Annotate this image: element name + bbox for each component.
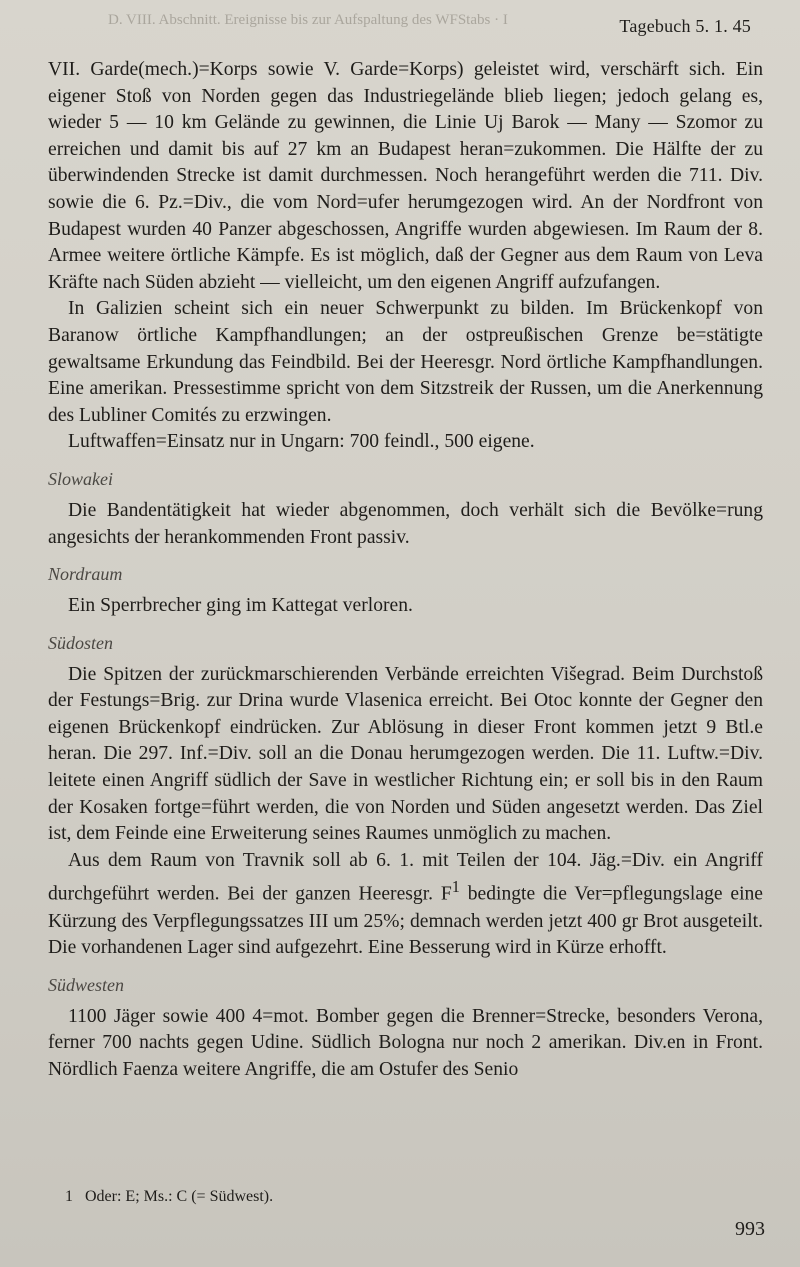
footnote-text: Oder: E; Ms.: C (= Südwest). <box>85 1188 274 1205</box>
footnote-number: 1 <box>65 1188 73 1205</box>
paragraph: VII. Garde(mech.)=Korps sowie V. Garde=Korps) geleistet wird, verschärft sich. Ein eigener Stoß von Norden gegen das Industriegelände blieb liegen; jedoch gelang es, wieder 5 — 10 km Gelände zu gewinnen, die Linie Uj Barok — Many — Szomor zu erreichen und damit bis auf 27 km an Budapest heran=zukommen. Die Hälfte der zu überwindenden Strecke ist damit durchmessen. Noch herangeführt werden die 711. Div. sowie die 6. Pz.=Div., die vom Nord=ufer herumgezogen wird. An der Nordfront von Budapest wurden 40 Panzer abgeschossen, Angriffe wurden abgewiesen. Im Raum der 8. Armee weitere örtliche Kämpfe. Es ist möglich, daß der Gegner aus dem Raum von Leva Kräfte nach Süden abzieht — vielleicht, um den eigenen Angriff aufzufangen. <box>48 59 763 293</box>
bleed-through-header: D. VIII. Abschnitt. Ereignisse bis zur Aufspaltung des WFStabs · I <box>108 12 508 28</box>
main-text <box>48 57 763 1084</box>
page-header <box>0 12 800 38</box>
paragraph: Ein Sperrbrecher ging im Kattegat verloren. <box>68 595 413 617</box>
paragraph: Die Spitzen der zurückmarschierenden Verbände erreichten Višegrad. Beim Durchstoß der Festungs=Brig. zur Drina wurde Vlasenica erreicht. Bei Otoc konnte der Gegner den eigenen Brückenkopf eindrücken. Zur Ablösung in dieser Front kommen jetzt 9 Btl.e heran. Die 297. Inf.=Div. soll an die Donau herumgezogen werden. Die 11. Luftw.=Div. leitete einen Angriff südlich der Save in westlicher Richtung ein; er soll bis in den Raum der Kosaken fortge=führt werden, die von Norden und Süden angesetzt werden. Das Ziel ist, dem Feinde eine Erweiterung seines Raumes unmöglich zu machen. <box>48 663 763 845</box>
paragraph: Die Bandentätigkeit hat wieder abgenommen, doch verhält sich die Bevölke=rung angesichts der herankommenden Front passiv. <box>48 499 763 548</box>
paragraph: 1100 Jäger sowie 400 4=mot. Bomber gegen die Brenner=Strecke, besonders Verona, ferner 700 nachts gegen Udine. Südlich Bologna nur noch 2 amerikan. Div.en in Front. Nördlich Faenza weitere Angriffe, die am Ostufer des Senio <box>48 1005 763 1080</box>
paragraph-text: bedingte die Ver=pflegungslage eine Kürzung des Verpflegungssatzes III um 25%; demnach werden jetzt 400 gr Brot ausgeteilt. Die vorhandenen Lager sind aufgezehrt. Eine Besserung wird in Kürze erhofft. <box>48 883 764 959</box>
section-heading-suedosten: Südosten <box>48 632 113 653</box>
section-heading-suedwesten: Südwesten <box>48 974 124 995</box>
footnote-marker: 1 <box>451 877 460 897</box>
running-head: Tagebuch 5. 1. 45 <box>619 16 751 36</box>
paragraph-text: Aus dem Raum von Travnik soll ab 6. 1. mit Teilen der 104. Jäg.=Div. ein Angriff durchgeführt werden. Bei der ganzen Heeresgr. F <box>48 849 763 905</box>
paragraph: Luftwaffen=Einsatz nur in Ungarn: 700 feindl., 500 eigene. <box>68 431 535 453</box>
footnote <box>65 1188 273 1206</box>
paragraph: In Galizien scheint sich ein neuer Schwerpunkt zu bilden. Im Brückenkopf von Baranow örtliche Kampfhandlungen; an der ostpreußischen Grenze be=stätigte gewaltsame Erkundung das Feindbild. Bei der Heeresgr. Nord örtliche Kampfhandlungen. Eine amerikan. Pressestimme spricht von dem Sitzstreik der Russen, um die Anerkennung des Lubliner Comités zu erzwingen. <box>48 298 763 426</box>
page-number: 993 <box>735 1218 765 1240</box>
section-heading-nordraum: Nordraum <box>48 564 123 585</box>
section-heading-slowakei: Slowakei <box>48 468 113 489</box>
paragraph <box>48 848 763 962</box>
